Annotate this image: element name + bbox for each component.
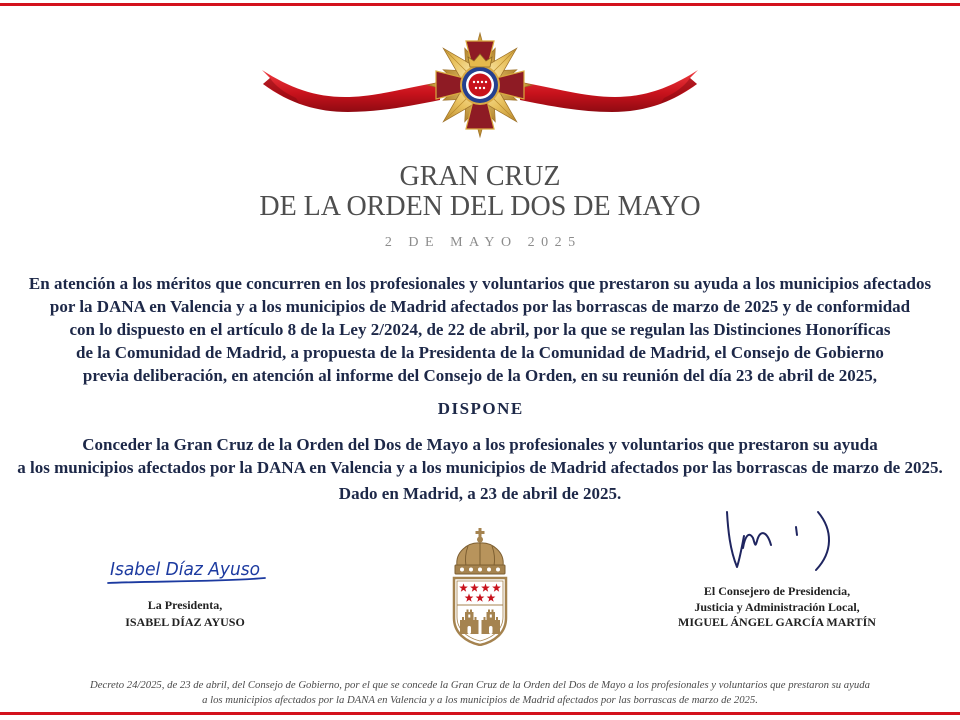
signature-stroke <box>727 512 744 567</box>
crest-shield <box>454 578 506 645</box>
signature-stroke <box>816 512 829 570</box>
center-medallion <box>460 65 500 105</box>
signatory-role: El Consejero de Presidencia, <box>703 584 851 598</box>
crest-crown <box>455 528 505 574</box>
right-signatory-block <box>677 584 877 631</box>
resolution-line: Conceder la Gran Cruz de la Orden del Dos de Mayo a los profesionales y voluntarios que prestaron su ayuda <box>82 434 878 454</box>
signature-stroke <box>743 533 771 548</box>
handwritten-signature-left <box>100 545 275 590</box>
preamble-line: por la DANA en Valencia y a los municipios de Madrid afectados por las borrascas de marzo de 2025 y de conformidad <box>49 296 911 316</box>
closing-line: Dado en Madrid, a 23 de abril de 2025. <box>338 483 622 503</box>
title-line-2: DE LA ORDEN DEL DOS DE MAYO <box>259 191 701 222</box>
left-ribbon <box>262 70 440 112</box>
footnote-line: Decreto 24/2025, de 23 de abril, del Consejo de Gobierno, por el que se concede la Gran Cruz de la Orden del Dos de Mayo a los profesionales y voluntarios que prestaron su ayuda <box>90 678 870 691</box>
right-ribbon <box>520 70 698 112</box>
resolution-line: a los municipios afectados por la DANA en Valencia y a los municipios de Madrid afectados por las borrascas de marzo de 2025. <box>17 457 943 477</box>
handwritten-signature-right <box>700 500 860 580</box>
signatory-role: La Presidenta, <box>147 597 223 612</box>
dispone-heading: DISPONE <box>437 398 524 418</box>
comunidad-de-madrid-coat-of-arms-icon <box>450 528 510 646</box>
decree-footnote <box>0 678 960 708</box>
signatory-role: Justicia y Administración Local, <box>694 599 860 614</box>
left-signatory-block <box>85 597 285 631</box>
preamble-line: con lo dispuesto en el artículo 8 de la Ley 2/2024, de 22 de abril, por la que se regulan las Distinciones Honoríficas <box>69 319 891 339</box>
document-date: 2 DE MAYO 2025 <box>384 235 582 250</box>
preamble-line: En atención a los méritos que concurren en los profesionales y voluntarios que prestaron su ayuda a los municipios afectados <box>28 273 932 293</box>
footnote-line: a los municipios afectados por la DANA en Valencia y a los municipios de Madrid afectados por las borrascas de marzo de 2025. <box>202 693 758 706</box>
title-line-1: GRAN CRUZ <box>399 161 561 192</box>
signature-stroke <box>796 527 797 535</box>
preamble-line: de la Comunidad de Madrid, a propuesta de la Presidenta de la Comunidad de Madrid, el Consejo de Gobierno <box>76 342 884 362</box>
gran-cruz-medal-icon <box>0 0 960 155</box>
document-title <box>0 162 960 222</box>
resolution-paragraph <box>0 433 960 479</box>
preamble-paragraph <box>0 272 960 387</box>
signatory-name: MIGUEL ÁNGEL GARCÍA MARTÍN <box>678 615 876 629</box>
signature-script: Isabel Díaz Ayuso <box>110 559 260 580</box>
signatory-name: ISABEL DÍAZ AYUSO <box>125 614 245 629</box>
preamble-line: previa deliberación, en atención al informe del Consejo de la Orden, en su reunión del día 23 de abril de 2025, <box>82 365 878 385</box>
bottom-red-border <box>0 712 960 715</box>
